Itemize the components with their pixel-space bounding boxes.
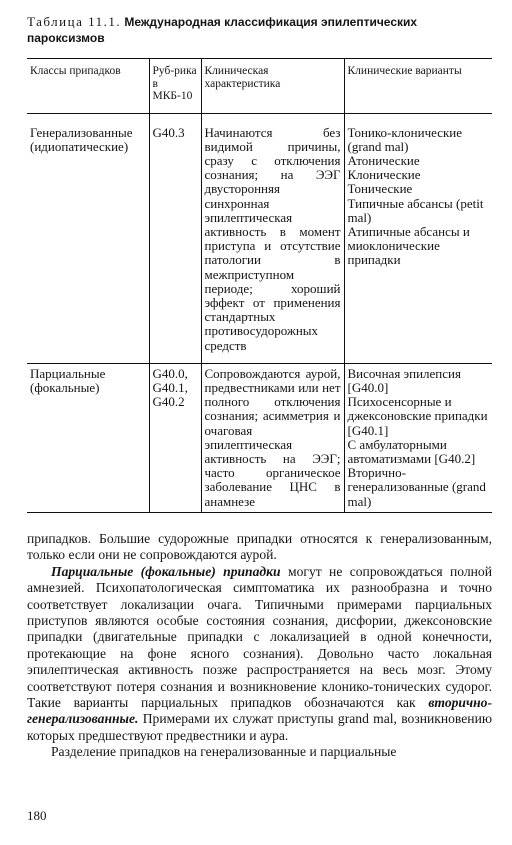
cell-class: Генерализованные (идиопатические) [30, 124, 133, 154]
variant-item: Типичные абсансы (petit mal) [347, 195, 484, 225]
paragraph-2-lead: Парциальные (фокальные) припадки [51, 563, 281, 579]
variant-item: Клонические [347, 167, 421, 183]
variant-item: Психосенсорные и джексоновские припадки [G40.1] [347, 394, 488, 438]
table-caption [27, 14, 492, 46]
rubric-code: G40.2 [152, 394, 185, 410]
cell-class: Парциальные (фокальные) [27, 363, 149, 512]
paragraph-2 [27, 564, 492, 744]
cell-rubric [149, 113, 201, 363]
paragraph-2-text-b: Примерами их служат приступы grand mal, возникновению которых предшествуют предвестники и аура. [27, 711, 492, 743]
paragraph-3: Разделение припадков на генерализованные и парциальные [51, 744, 397, 760]
paragraph-2-text-a: могут не сопровождаться полной амнезией. Психопатологическая симптоматика их разнообразна и точно соответствует локализации очага. Типичными примерами парциальных приступов являются особые состояния сознания, дисфории, джексоновские припадки (двигательные припадки с локализацией в одной конечности, протекающие на фоне ясного сознания). Довольно часто локальная эпилептическая активность позже распространяется на весь мозг. Этому соответствуют потеря сознания и возникновение клонико-тонических судорог. Такие варианты парциальных припадков обозначаются как [27, 563, 492, 711]
variant-item: Вторично-генерализованные (grand mal) [347, 465, 486, 509]
paragraph-2-emphasis: вторично-генерализованные. [27, 695, 492, 727]
table-row-generalized [27, 113, 492, 363]
header-classes: Классы припадков [27, 59, 149, 114]
cell-description: Сопровождаются аурой, предвестниками или нет полного отключения сознания; асимметрия и очаговая эпилептическая активность на ЭЭГ; часто органическое заболевание ЦНС в анамнезе [201, 363, 344, 512]
variant-item: Атипичные абсансы и миоклонические припадки [347, 223, 470, 268]
header-rubric: Руб-рика в МКБ-10 [149, 59, 201, 114]
variant-item: Атонические [347, 152, 420, 168]
page-number: 180 [27, 808, 47, 823]
variant-item: Височная эпилепсия [G40.0] [347, 365, 461, 395]
rubric-code: G40.3 [152, 124, 185, 140]
rubric-code: G40.0, [152, 365, 188, 381]
table-header-row [27, 59, 492, 114]
body-text [27, 531, 492, 761]
cell-variants [344, 363, 492, 512]
cell-description: Начинаются без видимой причины, сразу с отключения сознания; на ЭЭГ двусторонняя синхронная эпилептическая активность в момент приступа и отсутствие патологии в межприступном периоде; хороший эффект от применения стандартных противосудорожных средств [201, 113, 344, 363]
paragraph-1: припадков. Большие судорожные припадки относятся к генерализованным, только если они не сопровождаются аурой. [27, 531, 492, 563]
table-caption-label: Таблица 11.1. [27, 14, 122, 29]
table-caption-title: Международная классификация эпилептических пароксизмов [27, 15, 418, 45]
rubric-code: G40.1, [152, 379, 188, 395]
variant-item: Тонико-клонические (grand mal) [347, 124, 463, 154]
header-variants: Клинические варианты [344, 59, 492, 114]
cell-variants [344, 113, 492, 363]
header-characteristics: Клиническая характеристика [201, 59, 344, 114]
cell-rubric [149, 363, 201, 512]
classification-table [27, 58, 492, 513]
variant-item: Тонические [347, 181, 413, 197]
table-row-partial [27, 363, 492, 512]
variant-item: С амбулаторными автоматизмами [G40.2] [347, 436, 476, 466]
